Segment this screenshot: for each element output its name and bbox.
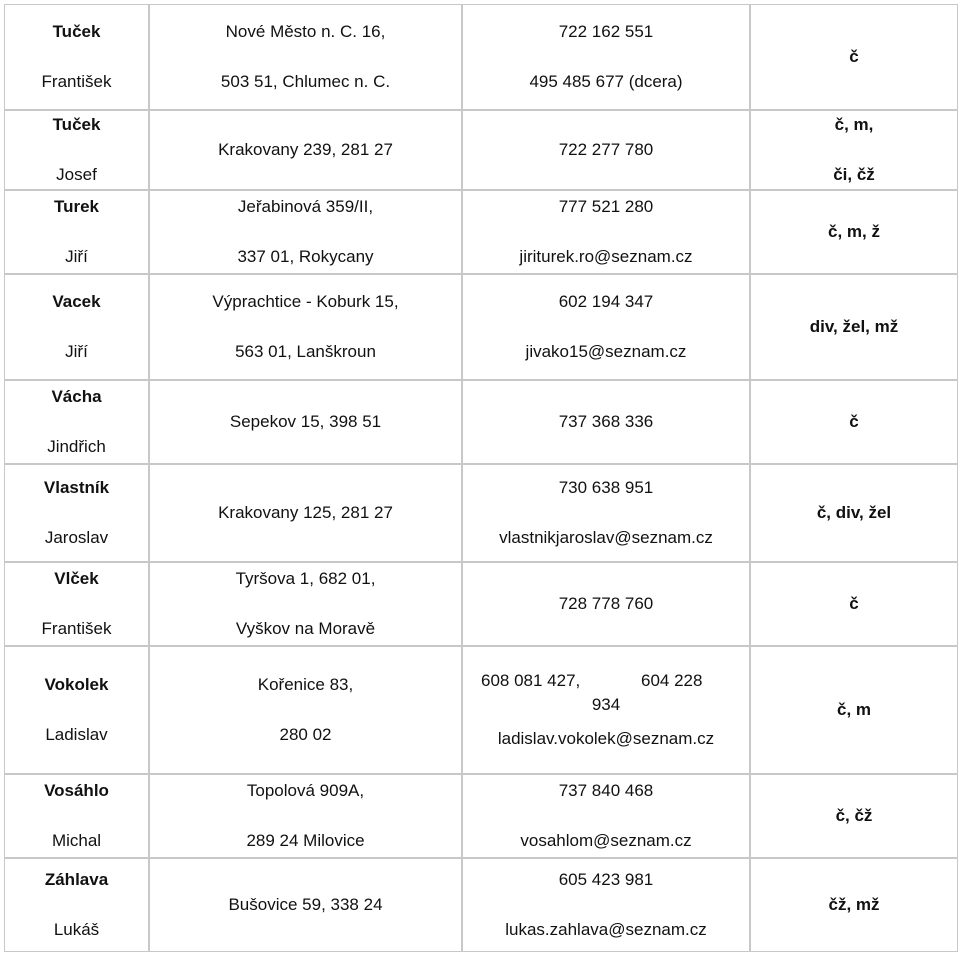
codes: č, čž [835, 806, 873, 825]
codes: č [849, 594, 859, 613]
first-name: Jiří [65, 342, 88, 361]
first-name: Jindřich [47, 437, 106, 456]
name-cell [4, 110, 149, 190]
address-cell [149, 646, 462, 774]
contact-cell [462, 858, 750, 952]
name-cell [4, 858, 149, 952]
codes: div, žel, mž [809, 317, 899, 336]
surname: Záhlava [44, 870, 109, 889]
table-row [4, 110, 958, 190]
surname: Vácha [51, 387, 102, 406]
table-row [4, 646, 958, 774]
surname: Tuček [52, 22, 101, 41]
address-cell [149, 274, 462, 380]
surname: Vlček [54, 569, 99, 588]
address-cell [149, 464, 462, 562]
codes-cell [750, 190, 958, 274]
contact-cell [462, 274, 750, 380]
address-line: 563 01, Lanškroun [235, 342, 376, 361]
phone: 608 081 427, [481, 671, 581, 690]
codes-cell [750, 464, 958, 562]
first-name: Josef [56, 165, 97, 184]
address-line: 280 02 [279, 725, 332, 744]
table-row [4, 380, 958, 464]
table-row [4, 464, 958, 562]
first-name: Jiří [65, 247, 88, 266]
contact-cell [462, 774, 750, 858]
address-line: Krakovany 125, 281 27 [218, 503, 393, 522]
contact-cell [462, 190, 750, 274]
address-line: Sepekov 15, 398 51 [229, 412, 382, 431]
address-line: Topolová 909A, [246, 781, 365, 800]
codes-cell [750, 858, 958, 952]
name-cell [4, 190, 149, 274]
first-name: Jaroslav [44, 528, 109, 547]
address-line: Tyršova 1, 682 01, [235, 569, 376, 588]
email[interactable]: vlastnikjaroslav@seznam.cz [499, 528, 713, 547]
first-name: Lukáš [53, 920, 100, 939]
email[interactable]: vosahlom@seznam.cz [520, 831, 692, 850]
phone: 777 521 280 [558, 197, 654, 216]
address-line: Vyškov na Moravě [235, 619, 376, 638]
address-line: Výprachtice - Koburk 15, [212, 292, 399, 311]
first-name: František [41, 619, 112, 638]
surname: Vosáhlo [44, 781, 109, 800]
name-cell [4, 4, 149, 110]
contacts-table [4, 4, 958, 952]
address-line: Bušovice 59, 338 24 [228, 895, 383, 914]
address-line: 503 51, Chlumec n. C. [220, 72, 391, 91]
table-row [4, 190, 958, 274]
table-row [4, 274, 958, 380]
codes: či, čž [833, 165, 875, 184]
email[interactable]: ladislav.vokolek@seznam.cz [497, 729, 715, 748]
address-line: 337 01, Rokycany [237, 247, 374, 266]
contact-cell [462, 380, 750, 464]
phone: 605 423 981 [558, 870, 654, 889]
email[interactable]: jivako15@seznam.cz [525, 342, 687, 361]
codes-cell [750, 274, 958, 380]
surname: Turek [53, 197, 100, 216]
name-cell [4, 646, 149, 774]
codes-cell [750, 110, 958, 190]
phone: 722 162 551 [558, 22, 654, 41]
codes-cell [750, 562, 958, 646]
address-cell [149, 858, 462, 952]
first-name: Ladislav [45, 725, 108, 744]
name-cell [4, 380, 149, 464]
surname: Tuček [52, 115, 101, 134]
phone: 495 485 677 (dcera) [529, 72, 683, 91]
codes-cell [750, 646, 958, 774]
name-cell [4, 774, 149, 858]
table-row [4, 858, 958, 952]
address-cell [149, 110, 462, 190]
first-name: Michal [51, 831, 102, 850]
email[interactable]: jiriturek.ro@seznam.cz [519, 247, 693, 266]
codes-cell [750, 774, 958, 858]
codes-cell [750, 380, 958, 464]
codes: č [849, 47, 859, 66]
surname: Vokolek [44, 675, 109, 694]
contact-cell [462, 562, 750, 646]
codes: č [849, 412, 859, 431]
name-cell [4, 464, 149, 562]
codes-cell [750, 4, 958, 110]
codes: čž, mž [828, 895, 880, 914]
address-cell [149, 774, 462, 858]
codes: č, m, ž [828, 222, 880, 241]
address-cell [149, 380, 462, 464]
contact-cell [462, 646, 750, 774]
surname: Vacek [52, 292, 101, 311]
phone: 722 277 780 [558, 140, 654, 159]
name-cell [4, 562, 149, 646]
table-row [4, 774, 958, 858]
address-cell [149, 4, 462, 110]
phone: 604 228 [641, 671, 703, 690]
contact-cell [462, 4, 750, 110]
address-cell [149, 562, 462, 646]
codes: č, div, žel [816, 503, 892, 522]
address-line: 289 24 Milovice [246, 831, 365, 850]
surname: Vlastník [43, 478, 110, 497]
address-cell [149, 190, 462, 274]
codes: č, m, [834, 115, 874, 134]
email[interactable]: lukas.zahlava@seznam.cz [505, 920, 707, 939]
codes: č, m [836, 700, 872, 719]
phone: 602 194 347 [558, 292, 654, 311]
contact-cell [462, 464, 750, 562]
table-row [4, 4, 958, 110]
phone-continuation: 934 [591, 695, 621, 714]
phone: 728 778 760 [558, 594, 654, 613]
address-line: Krakovany 239, 281 27 [218, 140, 393, 159]
contact-cell [462, 110, 750, 190]
address-line: Nové Město n. C. 16, [225, 22, 386, 41]
phone: 730 638 951 [558, 478, 654, 497]
table-row [4, 562, 958, 646]
address-line: Kořenice 83, [257, 675, 354, 694]
name-cell [4, 274, 149, 380]
first-name: František [41, 72, 112, 91]
phone: 737 368 336 [558, 412, 654, 431]
phone: 737 840 468 [558, 781, 654, 800]
address-line: Jeřabinová 359/II, [237, 197, 374, 216]
